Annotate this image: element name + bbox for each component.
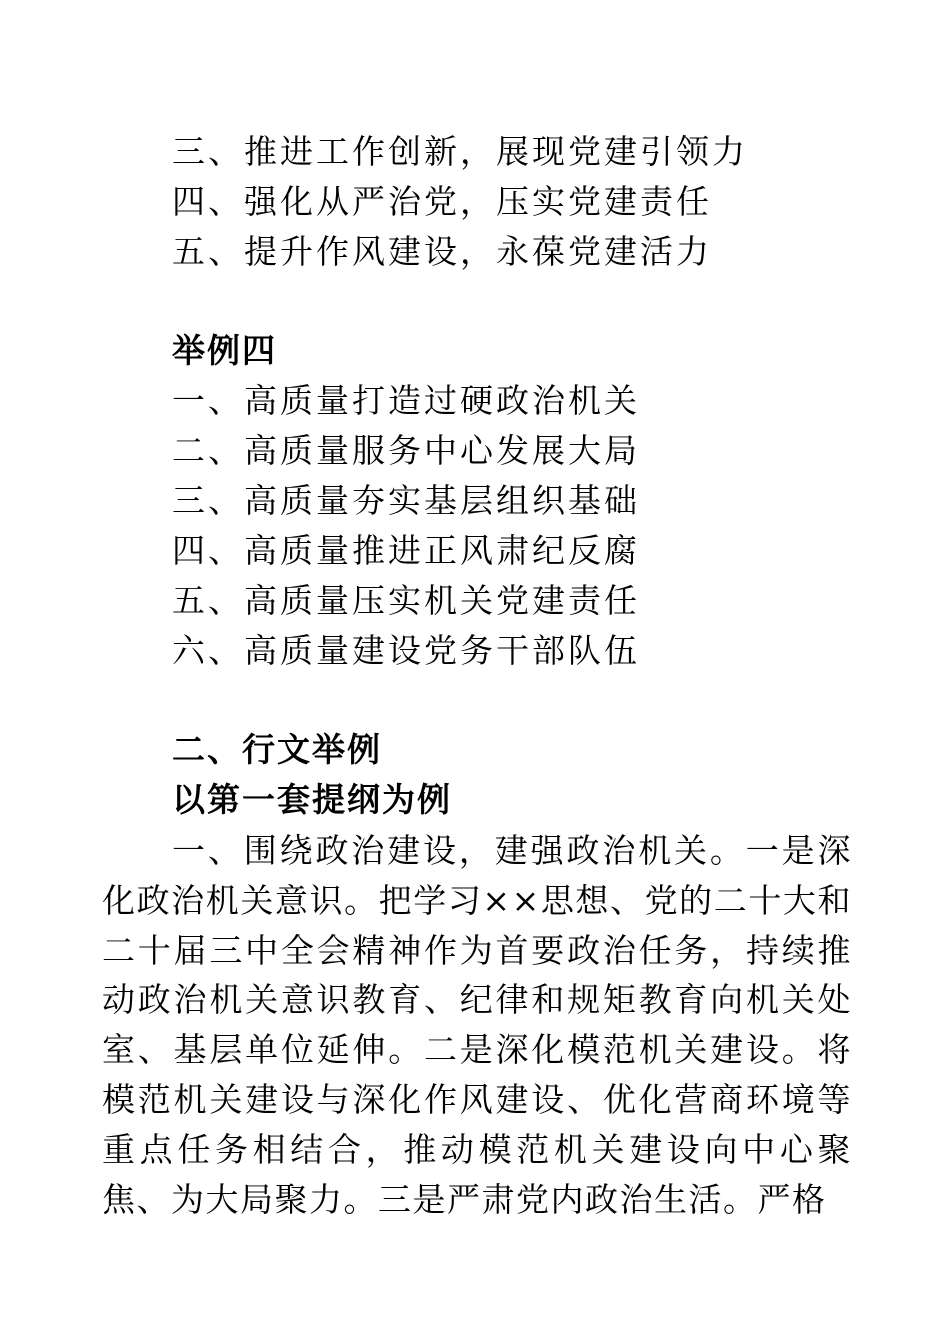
outline-item: 三、高质量夯实基层组织基础 <box>172 481 640 520</box>
outline-item: 五、提升作风建设，永葆党建活力 <box>172 232 712 271</box>
body-paragraph: 一、围绕政治建设，建强政治机关。一是深化政治机关意识。把学习××思想、党的二十大和二十届三中全会精神作为首要政治任务，持续推动政治机关意识教育、纪律和规矩教育向机关处室、基层单位延伸。二是深化模范机关建设。将模范机关建设与深化作风建设、优化营商环境等重点任务相结合，推动模范机关建设向中心聚焦、为大局聚力。三是严肃党内政治生活。严格 <box>102 831 852 1219</box>
outline-item: 三、推进工作创新，展现党建引领力 <box>172 132 748 171</box>
example-four-title: 举例四 <box>172 331 277 370</box>
outline-item: 五、高质量压实机关党建责任 <box>172 581 640 620</box>
outline-item: 一、高质量打造过硬政治机关 <box>172 381 640 420</box>
section-two-subtitle: 以第一套提纲为例 <box>172 780 452 819</box>
outline-item: 六、高质量建设党务干部队伍 <box>172 631 640 670</box>
outline-item: 四、高质量推进正风肃纪反腐 <box>172 531 640 570</box>
outline-item: 四、强化从严治党，压实党建责任 <box>172 182 712 221</box>
outline-item: 二、高质量服务中心发展大局 <box>172 431 640 470</box>
section-two-title: 二、行文举例 <box>172 730 382 769</box>
